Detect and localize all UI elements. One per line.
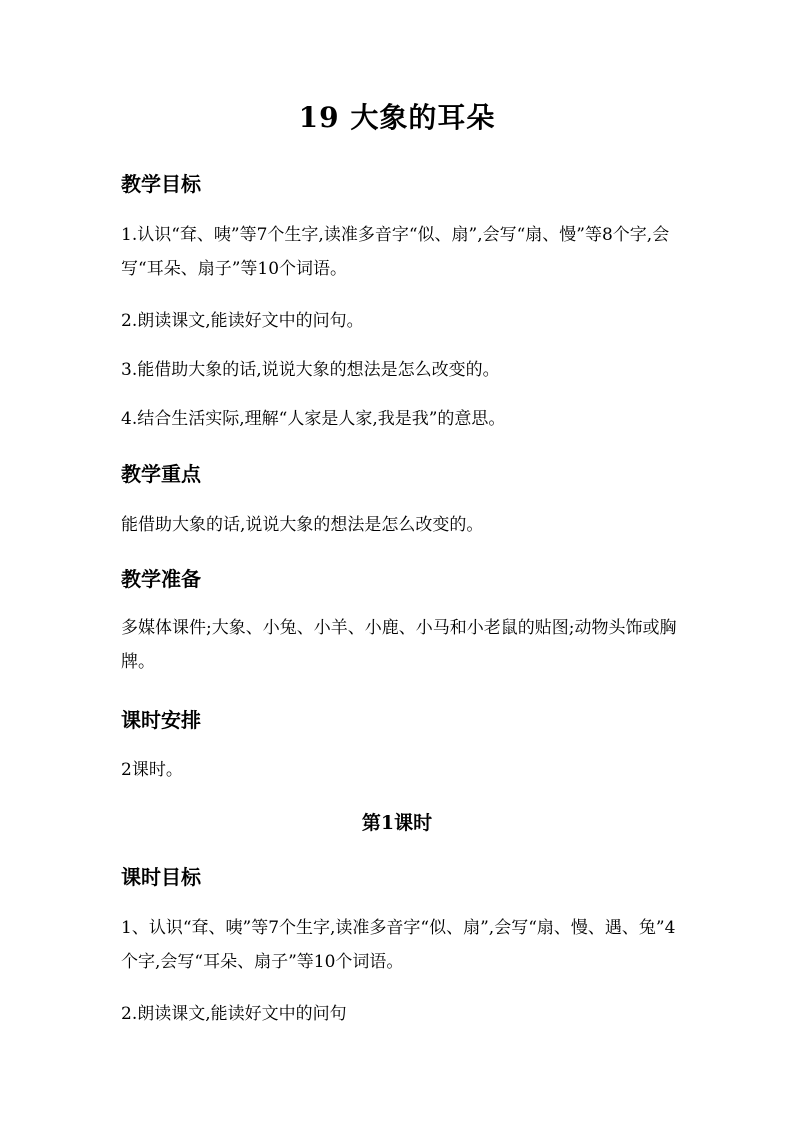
document-title: 19 大象的耳朵: [298, 101, 496, 134]
key-points-text: 能借助大象的话,说说大象的想法是怎么改变的。: [121, 515, 484, 535]
goal-item-3: 3.能借助大象的话,说说大象的想法是怎么改变的。: [121, 360, 500, 380]
section-heading-key-points: 教学重点: [121, 462, 201, 486]
schedule-text: 2课时。: [121, 760, 183, 780]
lesson-goal-item-2: 2.朗读课文,能读好文中的问句: [121, 1004, 347, 1024]
goal-item-4: 4.结合生活实际,理解“人家是人家,我是我”的意思。: [121, 409, 506, 429]
goal-item-1: 1.认识“耷、咦”等7个生字,读准多音字“似、扇”,会写“扇、慢”等8个字,会写“耳朵、扇子”等10个词语。: [121, 225, 670, 279]
lesson-1-heading: 第1课时: [361, 812, 433, 834]
section-heading-schedule: 课时安排: [121, 708, 201, 732]
section-heading-lesson-goals: 课时目标: [121, 865, 201, 889]
lesson-goal-item-1: 1、认识“耷、咦”等7个生字,读准多音字“似、扇”,会写“扇、慢、遇、兔”4个字,会写“耳朵、扇子”等10个词语。: [121, 918, 676, 972]
section-heading-goals: 教学目标: [121, 172, 201, 196]
section-heading-preparation: 教学准备: [121, 567, 201, 591]
preparation-text: 多媒体课件;大象、小兔、小羊、小鹿、小马和小老鼠的贴图;动物头饰或胸牌。: [121, 618, 677, 672]
goal-item-2: 2.朗读课文,能读好文中的问句。: [121, 311, 364, 331]
